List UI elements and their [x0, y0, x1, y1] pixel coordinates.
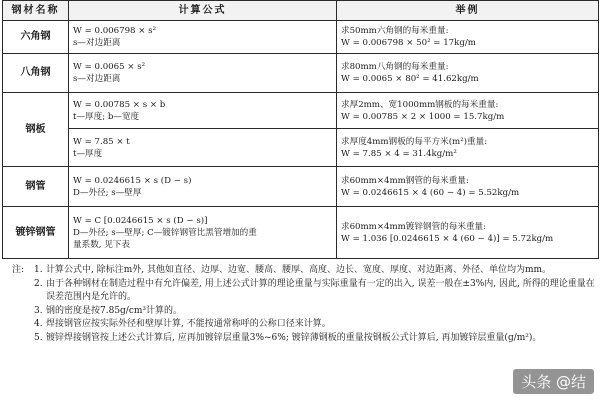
example-cell	[337, 21, 599, 54]
table-row	[3, 167, 599, 207]
header-example: 举例	[337, 1, 599, 21]
formula-cell	[69, 207, 337, 259]
formula-line: W = 0.006798 × s²	[73, 26, 157, 36]
example-cell	[337, 129, 599, 167]
steel-weight-table	[2, 0, 599, 259]
formula-line: D—外径; s—壁厚	[73, 187, 142, 198]
note-number: 5.	[34, 332, 43, 343]
formula-line: 量系数, 见下表	[73, 239, 131, 250]
formula-line: W = 0.00785 × s × b	[73, 99, 166, 110]
note-number: 1.	[34, 265, 43, 275]
example-line: 求60mm×4mm钢管的每米重量:	[341, 175, 469, 186]
formula-cell	[69, 54, 337, 93]
note-text: 计算公式中, 除标注m外, 其他如直径、边厚、边宽、腰高、腰厚、高度、边长、宽度、厚度、对边距离、外径、单位均为mm。	[46, 265, 552, 275]
material-name: 六角钢	[3, 21, 69, 54]
table-row	[3, 21, 599, 54]
formula-cell	[69, 93, 337, 129]
formula-line: t—厚度; b—宽度	[73, 111, 140, 122]
example-line: W = 0.006798 × 50² = 17kg/m	[341, 38, 476, 48]
note-number: 2.	[34, 278, 43, 289]
formula-line: s—对边距离	[73, 38, 121, 48]
formula-line: W = 7.85 × t	[73, 136, 130, 147]
formula-line: D—外径; s—壁厚; C—镀锌钢管比黑管增加的重	[73, 227, 257, 238]
example-line: 求60mm×4mm镀锌钢管的每米重量:	[341, 221, 487, 232]
formula-line: t—厚度	[73, 148, 103, 159]
formula-line: W = C [0.0246615 × s (D − s)]	[73, 215, 208, 226]
example-line: W = 1.036 [0.0246615 × 4 (60 − 4)] = 5.72kg/m	[341, 233, 554, 244]
material-name: 钢管	[3, 167, 69, 207]
table-row	[3, 54, 599, 93]
example-line: W = 7.85 × 4 = 31.4kg/m²	[341, 148, 457, 159]
notes-lead: 注:	[12, 265, 25, 275]
formula-cell	[69, 21, 337, 54]
material-name: 八角钢	[3, 54, 69, 93]
example-line: 求厚2mm、宽1000mm钢板的每米重量:	[341, 99, 499, 110]
note-text: 钢的密度是按7.85g/cm³计算的。	[46, 305, 183, 316]
note-text: 由于各种钢材在制造过程中有允许偏差, 用上述公式计算的理论重量与实际重量有一定的出入, 误差一般在±3%内, 因此, 所得的理论重量在误差范围内是允许的。	[46, 278, 595, 302]
example-cell	[337, 207, 599, 259]
material-name: 钢板	[3, 93, 69, 167]
example-line: 求厚度4mm钢板的每平方米(m²)重量:	[341, 136, 488, 147]
formula-line: W = 0.0065 × s²	[73, 62, 146, 72]
note-item	[12, 278, 596, 305]
note-text: 镀锌焊接钢管按上述公式计算后, 应再加镀锌层重量3%~6%; 镀锌薄钢板的重量按钢板公式计算后, 再加镀锌层重量(g/m²)。	[46, 332, 542, 343]
formula-cell	[69, 167, 337, 207]
table-header-row	[3, 1, 599, 21]
table-row	[3, 129, 599, 167]
material-name: 镀锌钢管	[3, 207, 69, 259]
formula-line: W = 0.0246615 × s (D − s)	[73, 175, 192, 186]
note-item	[12, 318, 596, 332]
example-line: W = 0.00785 × 2 × 1000 = 15.7kg/m	[341, 111, 505, 122]
table-row	[3, 93, 599, 129]
watermark: 头条 @结	[513, 369, 594, 394]
note-number: 4.	[34, 319, 43, 329]
example-line: W = 0.0246615 × 4 (60 − 4) = 5.52kg/m	[341, 187, 520, 198]
notes-section	[12, 264, 596, 345]
note-item	[12, 264, 596, 278]
example-cell	[337, 93, 599, 129]
table-row	[3, 207, 599, 259]
header-material-name: 钢材名称	[3, 1, 69, 21]
example-cell	[337, 54, 599, 93]
note-item	[12, 332, 596, 346]
note-number: 3.	[34, 305, 43, 316]
example-line: 求50mm六角钢的每米重量:	[341, 26, 449, 36]
header-formula: 计算公式	[69, 1, 337, 21]
note-item	[12, 305, 596, 319]
example-cell	[337, 167, 599, 207]
example-line: W = 0.0065 × 80² = 41.62kg/m	[341, 74, 479, 84]
example-line: 求80mm八角钢的每米重量:	[341, 62, 449, 72]
note-text: 焊接钢管应按实际外径和壁厚计算, 不能按通常称呼的公称口径来计算。	[46, 319, 331, 329]
formula-line: s—对边距离	[73, 74, 121, 84]
formula-cell	[69, 129, 337, 167]
